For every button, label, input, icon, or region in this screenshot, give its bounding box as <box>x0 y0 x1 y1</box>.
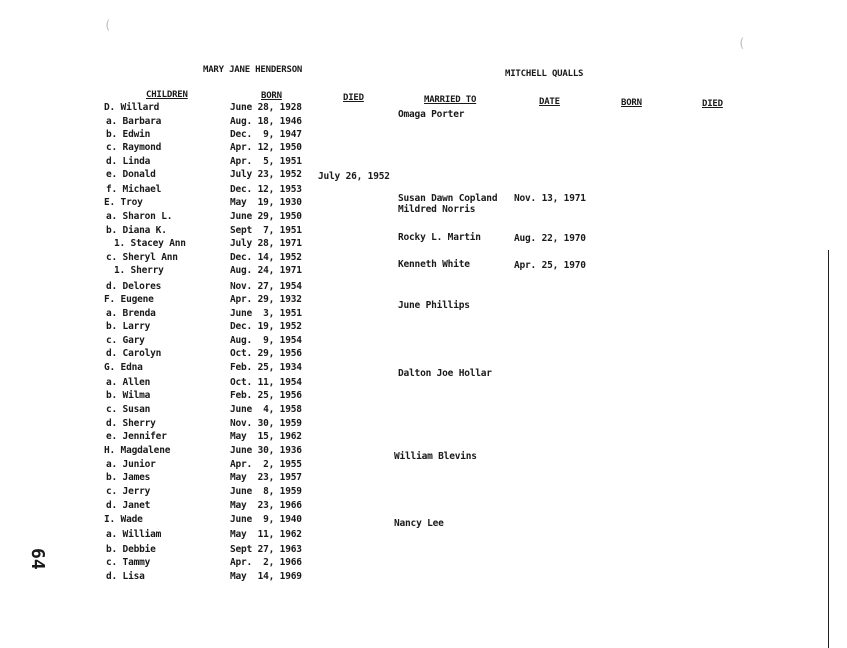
marriage-date: Apr. 25, 1970 <box>514 260 586 271</box>
child-born: July 23, 1952 <box>230 169 302 180</box>
child-name: F. Eugene <box>104 294 154 305</box>
child-name: b. James <box>106 472 151 483</box>
child-born: June 8, 1959 <box>230 486 302 497</box>
child-born: June 30, 1936 <box>230 445 302 456</box>
child-name: b. Larry <box>106 321 151 332</box>
child-name: H. Magdalene <box>104 445 171 456</box>
child-name: a. Sharon L. <box>106 211 173 222</box>
child-born: Aug. 24, 1971 <box>230 265 302 276</box>
child-name: f. Michael <box>106 184 162 195</box>
spouse-name: William Blevins <box>394 451 477 462</box>
child-born: May 14, 1969 <box>230 571 302 582</box>
child-name: a. Barbara <box>106 116 162 127</box>
child-name: a. Allen <box>106 377 151 388</box>
child-name: c. Sheryl Ann <box>106 252 178 263</box>
child-born: June 9, 1940 <box>230 514 302 525</box>
header-spouse-born: BORN <box>621 98 642 108</box>
child-name: b. Edwin <box>106 129 151 140</box>
header-died: DIED <box>343 93 364 103</box>
child-name: E. Troy <box>104 197 143 208</box>
child-born: Nov. 27, 1954 <box>230 281 302 292</box>
child-born: Aug. 9, 1954 <box>230 335 302 346</box>
child-born: Apr. 5, 1951 <box>230 156 302 167</box>
child-name: I. Wade <box>104 514 143 525</box>
child-born: May 23, 1966 <box>230 500 302 511</box>
child-born: May 19, 1930 <box>230 197 302 208</box>
child-born: Oct. 29, 1956 <box>230 348 302 359</box>
child-born: Dec. 19, 1952 <box>230 321 302 332</box>
child-born: Sept 7, 1951 <box>230 225 302 236</box>
child-born: May 11, 1962 <box>230 529 302 540</box>
header-date: DATE <box>539 97 560 107</box>
child-born: Nov. 30, 1959 <box>230 418 302 429</box>
header-born: BORN <box>261 91 282 101</box>
child-name: d. Sherry <box>106 418 156 429</box>
child-name: d. Delores <box>106 281 162 292</box>
child-died: July 26, 1952 <box>318 171 390 182</box>
child-born: Aug. 18, 1946 <box>230 116 302 127</box>
child-name: c. Raymond <box>106 142 162 153</box>
child-born: June 4, 1958 <box>230 404 302 415</box>
child-name: b. Diana K. <box>106 225 167 236</box>
margin-mark: ( <box>104 18 112 32</box>
child-born: June 29, 1950 <box>230 211 302 222</box>
child-name: d. Janet <box>106 500 151 511</box>
header-married-to: MARRIED TO <box>424 95 477 105</box>
child-name: c. Susan <box>106 404 151 415</box>
child-born: June 28, 1928 <box>230 102 302 113</box>
page-number: 64 <box>27 548 48 570</box>
header-children: CHILDREN <box>146 90 188 100</box>
child-born: Oct. 11, 1954 <box>230 377 302 388</box>
marriage-date: Nov. 13, 1971 <box>514 193 586 204</box>
child-born: Apr. 29, 1932 <box>230 294 302 305</box>
child-born: Apr. 2, 1966 <box>230 557 302 568</box>
child-name: c. Jerry <box>106 486 151 497</box>
marriage-date: Aug. 22, 1970 <box>514 233 586 244</box>
child-born: May 15, 1962 <box>230 431 302 442</box>
spouse-name: Dalton Joe Hollar <box>398 368 492 379</box>
mother-name: MARY JANE HENDERSON <box>203 65 303 75</box>
child-name: 1. Sherry <box>114 265 164 276</box>
child-name: b. Wilma <box>106 390 151 401</box>
child-born: Feb. 25, 1956 <box>230 390 302 401</box>
child-born: July 28, 1971 <box>230 238 302 249</box>
father-name: MITCHELL QUALLS <box>505 69 584 79</box>
spouse-name: Mildred Norris <box>398 204 476 215</box>
child-name: a. William <box>106 529 162 540</box>
child-name: b. Debbie <box>106 544 156 555</box>
spouse-name: June Phillips <box>398 300 470 311</box>
spouse-name: Rocky L. Martin <box>398 232 481 243</box>
child-name: a. Junior <box>106 459 156 470</box>
child-born: Sept 27, 1963 <box>230 544 302 555</box>
child-name: a. Brenda <box>106 308 156 319</box>
child-born: Feb. 25, 1934 <box>230 362 302 373</box>
child-born: Apr. 12, 1950 <box>230 142 302 153</box>
child-name: c. Gary <box>106 335 145 346</box>
child-name: d. Linda <box>106 156 151 167</box>
child-name: c. Tammy <box>106 557 151 568</box>
margin-mark: ( <box>738 36 746 50</box>
spouse-name: Susan Dawn Copland <box>398 193 498 204</box>
spouse-name: Nancy Lee <box>394 518 444 529</box>
child-born: Dec. 14, 1952 <box>230 252 302 263</box>
page-edge-line <box>828 250 829 648</box>
child-born: June 3, 1951 <box>230 308 302 319</box>
spouse-name: Kenneth White <box>398 259 470 270</box>
child-born: Apr. 2, 1955 <box>230 459 302 470</box>
child-name: e. Donald <box>106 169 156 180</box>
child-born: Dec. 12, 1953 <box>230 184 302 195</box>
spouse-name: Omaga Porter <box>398 109 465 120</box>
child-name: 1. Stacey Ann <box>114 238 186 249</box>
child-born: Dec. 9, 1947 <box>230 129 302 140</box>
header-spouse-died: DIED <box>702 99 723 109</box>
child-born: May 23, 1957 <box>230 472 302 483</box>
child-name: d. Carolyn <box>106 348 162 359</box>
child-name: G. Edna <box>104 362 143 373</box>
child-name: D. Willard <box>104 102 160 113</box>
child-name: e. Jennifer <box>106 431 167 442</box>
child-name: d. Lisa <box>106 571 145 582</box>
